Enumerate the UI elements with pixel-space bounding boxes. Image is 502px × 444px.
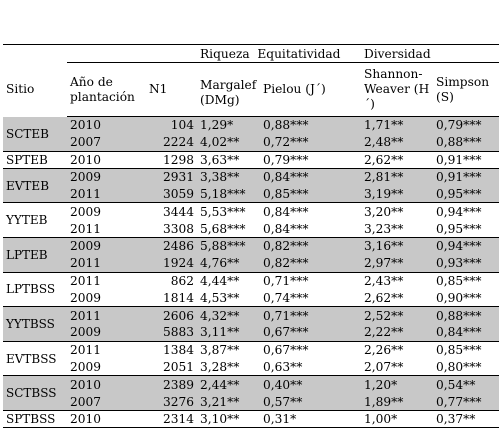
shannon-cell: 2,81**: [361, 168, 433, 185]
pielou-cell: 0,84***: [263, 204, 309, 219]
table-row: [3, 203, 499, 220]
year-cell: 2009: [67, 168, 146, 185]
simpson-cell: 0,94***: [436, 204, 482, 219]
year-cell: 2010: [67, 151, 146, 168]
shannon-cell: 3,16**: [361, 238, 433, 255]
site-name: LPTEB: [3, 238, 67, 273]
year-cell: 2007: [67, 393, 146, 410]
margalef-cell: 2,44**: [197, 376, 260, 393]
simpson-cell: 0,37**: [433, 411, 499, 428]
year-cell: 2010: [67, 376, 146, 393]
year-cell: 2011: [67, 186, 146, 203]
pielou-cell: 0,82***: [260, 255, 361, 272]
n1-cell: 2389: [146, 376, 197, 393]
diversity-table: [3, 44, 499, 428]
pielou-cell: 0,31*: [260, 411, 361, 428]
n1-cell: 3276: [146, 393, 197, 410]
simpson-cell: 0,54**: [433, 376, 499, 393]
site-name: YYTEB: [3, 203, 67, 238]
margalef-cell: 4,32**: [197, 307, 260, 324]
margalef-cell: 3,63**: [197, 151, 260, 168]
site-name: EVTBSS: [3, 341, 67, 376]
margalef-cell: 5,68***: [197, 220, 260, 237]
table-row: [3, 151, 499, 168]
col-sitio: Sitio: [6, 82, 35, 96]
margalef-cell: 4,53**: [197, 289, 260, 306]
shannon-cell: 2,97**: [361, 255, 433, 272]
simpson-cell: 0,79***: [433, 117, 499, 134]
shannon-cell: 2,26**: [364, 343, 404, 358]
pielou-cell: 0,74***: [260, 289, 361, 306]
group-equitatividad: Equitatividad: [257, 46, 341, 61]
table-row: [3, 307, 499, 324]
col-margalef: Margalef (DMg): [197, 63, 260, 117]
margalef-cell: 1,29*: [197, 117, 260, 134]
margalef-cell: 3,38**: [197, 168, 260, 185]
margalef-cell: 3,87**: [200, 343, 240, 358]
n1-cell: 862: [170, 274, 194, 289]
margalef-cell: 3,11**: [197, 324, 260, 341]
margalef-cell: 3,28**: [197, 359, 260, 376]
col-pielou: Pielou (J´): [260, 63, 361, 117]
n1-cell: 2314: [146, 411, 197, 428]
shannon-cell: 3,19**: [361, 186, 433, 203]
site-name: EVTEB: [3, 168, 67, 203]
table-row: [3, 341, 499, 358]
col-anio: Año de plantación: [67, 63, 146, 117]
table-row: [3, 272, 499, 289]
pielou-cell: 0,88***: [260, 117, 361, 134]
year-cell: 2009: [70, 204, 102, 219]
simpson-cell: 0,88***: [433, 307, 499, 324]
group-riqueza-equitatividad: [197, 45, 361, 63]
n1-cell: 2606: [146, 307, 197, 324]
simpson-cell: 0,80***: [433, 359, 499, 376]
shannon-cell: 2,48**: [361, 134, 433, 151]
pielou-cell: 0,79***: [260, 151, 361, 168]
shannon-cell: 3,23**: [361, 220, 433, 237]
n1-cell: 2224: [146, 134, 197, 151]
pielou-cell: 0,67***: [263, 343, 309, 358]
year-cell: 2011: [67, 255, 146, 272]
simpson-cell: 0,91***: [433, 168, 499, 185]
simpson-cell: 0,94***: [433, 238, 499, 255]
margalef-cell: 4,02**: [197, 134, 260, 151]
pielou-cell: 0,72***: [260, 134, 361, 151]
table-row: [3, 255, 499, 272]
site-name: SPTBSS: [3, 411, 67, 428]
pielou-cell: 0,84***: [260, 168, 361, 185]
n1-cell: 1814: [146, 289, 197, 306]
n1-cell: 1298: [146, 151, 197, 168]
n1-cell: 3059: [146, 186, 197, 203]
table-row: [3, 134, 499, 151]
table-row: [3, 186, 499, 203]
pielou-cell: 0,71***: [260, 307, 361, 324]
n1-cell: 5883: [146, 324, 197, 341]
site-name: YYTBSS: [3, 307, 67, 342]
simpson-cell: 0,77***: [433, 393, 499, 410]
table-row: [3, 376, 499, 393]
table-row: [3, 289, 499, 306]
year-cell: 2009: [67, 324, 146, 341]
pielou-cell: 0,40**: [260, 376, 361, 393]
n1-cell: 1384: [162, 343, 194, 358]
table-row: [3, 324, 499, 341]
n1-cell: 104: [146, 117, 197, 134]
margalef-cell: 4,44**: [200, 274, 240, 289]
simpson-cell: 0,85***: [436, 274, 482, 289]
col-shannon: Shannon-Weaver (H´): [361, 63, 433, 117]
pielou-cell: 0,71***: [263, 274, 309, 289]
group-riqueza: Riqueza: [200, 46, 250, 61]
group-diversidad: Diversidad: [361, 45, 499, 63]
simpson-cell: 0,88***: [433, 134, 499, 151]
shannon-cell: 1,71**: [361, 117, 433, 134]
simpson-cell: 0,93***: [433, 255, 499, 272]
site-name: SCTBSS: [3, 376, 67, 411]
simpson-cell: 0,90***: [433, 289, 499, 306]
simpson-cell: 0,85***: [436, 343, 482, 358]
shannon-cell: 2,43**: [364, 274, 404, 289]
year-cell: 2010: [67, 411, 146, 428]
n1-cell: 1924: [146, 255, 197, 272]
year-cell: 2011: [70, 343, 102, 358]
margalef-cell: 5,88***: [197, 238, 260, 255]
year-cell: 2011: [70, 274, 102, 289]
n1-cell: 3308: [146, 220, 197, 237]
n1-cell: 2486: [146, 238, 197, 255]
year-cell: 2011: [67, 220, 146, 237]
pielou-cell: 0,85***: [260, 186, 361, 203]
table-row: [3, 359, 499, 376]
site-name: LPTBSS: [3, 272, 67, 307]
pielou-cell: 0,84***: [260, 220, 361, 237]
site-name: SCTEB: [3, 117, 67, 152]
table-row: [3, 168, 499, 185]
simpson-cell: 0,95***: [433, 220, 499, 237]
shannon-cell: 2,22**: [361, 324, 433, 341]
n1-cell: 2051: [146, 359, 197, 376]
year-cell: 2009: [67, 238, 146, 255]
shannon-cell: 1,20*: [361, 376, 433, 393]
col-n1: N1: [146, 63, 197, 117]
shannon-cell: 1,89**: [361, 393, 433, 410]
col-simpson: Simpson (S): [433, 63, 499, 117]
margalef-cell: 4,76**: [197, 255, 260, 272]
shannon-cell: 2,52**: [361, 307, 433, 324]
shannon-cell: 3,20**: [364, 204, 404, 219]
table-row: [3, 411, 499, 428]
shannon-cell: 2,07**: [361, 359, 433, 376]
shannon-cell: 1,00*: [361, 411, 433, 428]
year-cell: 2010: [67, 117, 146, 134]
simpson-cell: 0,91***: [433, 151, 499, 168]
table-row: [3, 117, 499, 134]
pielou-cell: 0,57**: [260, 393, 361, 410]
n1-cell: 3444: [162, 204, 194, 219]
simpson-cell: 0,95***: [433, 186, 499, 203]
table-row: [3, 220, 499, 237]
pielou-cell: 0,67***: [260, 324, 361, 341]
margalef-cell: 3,10**: [197, 411, 260, 428]
margalef-cell: 5,18***: [197, 186, 260, 203]
shannon-cell: 2,62**: [361, 289, 433, 306]
margalef-cell: 5,53***: [200, 204, 246, 219]
year-cell: 2007: [67, 134, 146, 151]
year-cell: 2011: [67, 307, 146, 324]
pielou-cell: 0,82***: [260, 238, 361, 255]
site-name: SPTEB: [3, 151, 67, 168]
table-row: [3, 393, 499, 410]
year-cell: 2009: [67, 359, 146, 376]
year-cell: 2009: [67, 289, 146, 306]
simpson-cell: 0,84***: [433, 324, 499, 341]
shannon-cell: 2,62**: [361, 151, 433, 168]
margalef-cell: 3,21**: [197, 393, 260, 410]
table-body: [3, 117, 499, 428]
pielou-cell: 0,63**: [260, 359, 361, 376]
table-row: [3, 238, 499, 255]
n1-cell: 2931: [146, 168, 197, 185]
